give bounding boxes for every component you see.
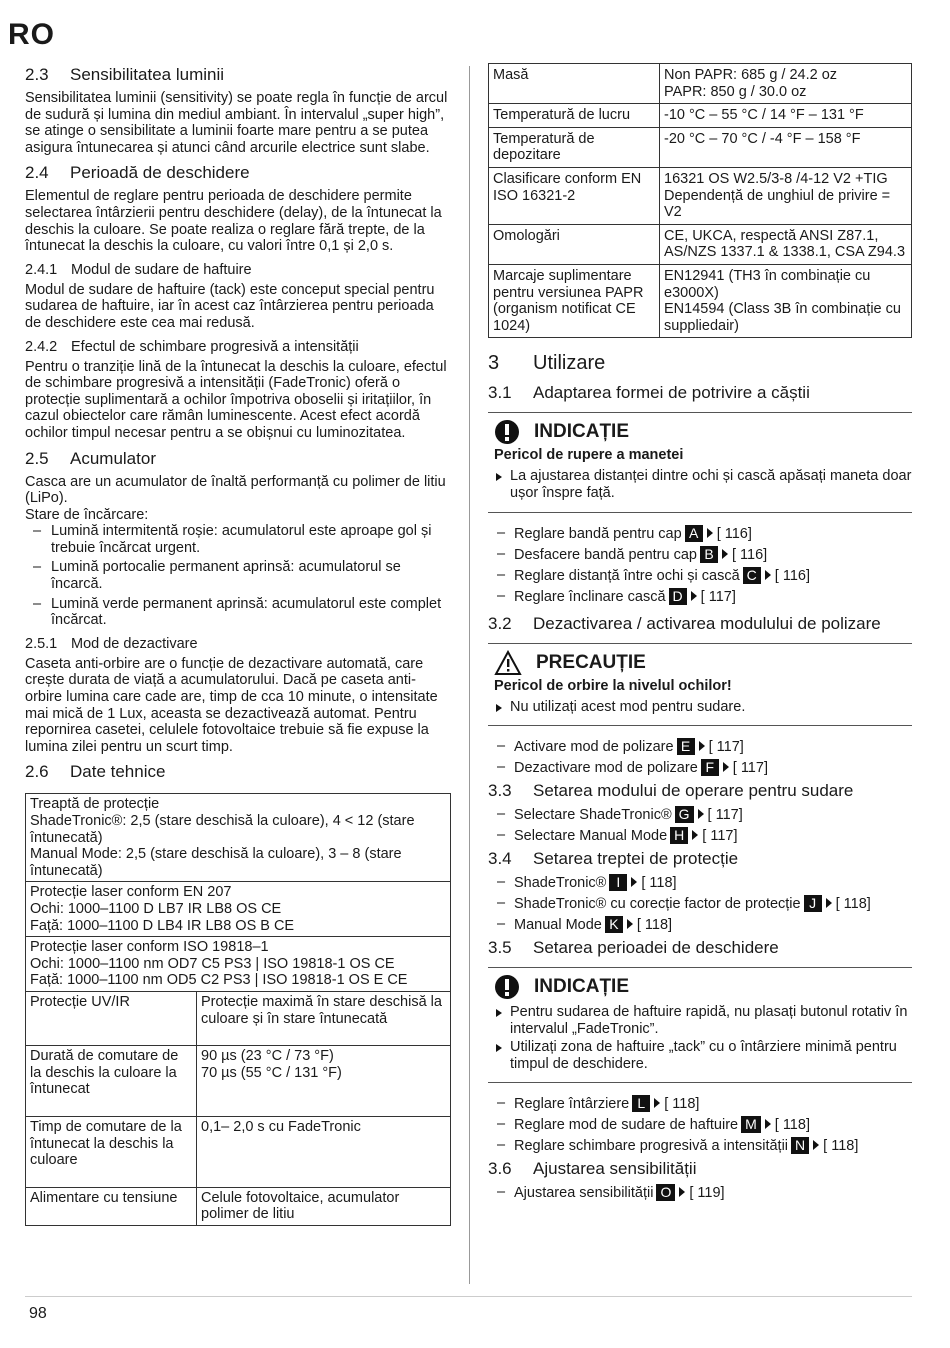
page-ref[interactable]: [ 117] — [707, 807, 743, 824]
notice-header — [488, 974, 912, 1000]
section-2-4 — [25, 162, 451, 254]
list-item: – Lumină intermitentă roșie: acumulatorul este aproape gol și trebuie încărcat urgent. — [25, 523, 451, 556]
row-value: Protecție maximă în stare deschisă la culoare și în stare întunecată — [197, 991, 451, 1045]
row-line: Treaptă de protecție — [30, 796, 160, 813]
page-ref[interactable]: [ 118] — [636, 917, 673, 934]
figure-badge: F — [701, 759, 719, 776]
section-text: Modul de sudare de haftuire (tack) este conceput special pentru sudarea de haftuire, iar în acest caz întârzierea pentru perioada de deschidere este cea mai redusă. — [25, 281, 435, 331]
page-ref[interactable]: [ 117] — [708, 739, 744, 756]
table-row — [26, 1046, 451, 1117]
section-text: Caseta anti-orbire are o funcție de dezactivare automată, care crește durata de viață a acumulatorului. Dacă pe caseta anti-orbire lumina care cade are, timp de cca 10 minute, o intensitate mai mică de 1 Lux, aceasta se dezactivează automat. Pentru repornirea casetei, celulele fotovoltaice trebuie să fie expuse la lumina zilei pentru un scurt timp. — [25, 655, 438, 755]
figure-badge: G — [675, 806, 694, 823]
arrow-right-icon — [692, 830, 698, 840]
section-number: 2.4 — [25, 163, 49, 183]
list-item — [488, 1184, 912, 1202]
figure-badge: J — [804, 895, 822, 912]
page-ref[interactable]: [ 118] — [835, 896, 871, 913]
list-item — [488, 546, 912, 564]
row-line: Ochi: 1000–1100 nm OD7 C5 PS3 | ISO 19818-1 OS CE — [30, 955, 395, 972]
section-heading — [488, 937, 912, 959]
row-label: Omologări — [489, 224, 660, 264]
section-title: Ajustarea sensibilității — [533, 1159, 697, 1179]
page-ref[interactable]: [ 118] — [664, 1096, 700, 1113]
section-title: Setarea treptei de protecție — [533, 849, 739, 869]
section-heading — [488, 613, 912, 635]
list-item — [488, 1116, 912, 1134]
notice-header — [488, 419, 912, 445]
notice-list — [488, 1004, 912, 1072]
arrow-right-icon — [699, 741, 705, 751]
row-label: Marcaje suplimentare pentru versiunea PAPR (organism notificat CE 1024) — [489, 264, 660, 337]
row-line: Protecție laser conform EN 207 — [30, 884, 232, 901]
page-ref[interactable]: [ 116] — [716, 525, 752, 542]
column-divider — [469, 66, 470, 1284]
list-item — [488, 806, 912, 824]
section-title: Perioadă de deschidere — [70, 163, 250, 183]
action-list — [488, 874, 912, 934]
figure-badge: K — [605, 916, 623, 933]
arrow-right-icon — [698, 809, 704, 819]
notice-subtitle: Pericol de orbire la nivelul ochilor! — [494, 677, 732, 694]
figure-badge: C — [743, 567, 761, 584]
row-line: Protecție laser conform ISO 19818–1 — [30, 939, 269, 956]
row-value: CE, UKCA, respectă ANSI Z87.1, AS/NZS 1337.1 & 1338.1, CSA Z94.3 — [660, 224, 912, 264]
row-label: Timp de comutare de la întunecat la deschis la culoare — [26, 1116, 197, 1187]
notice-box — [488, 643, 912, 727]
section-heading — [488, 780, 912, 802]
list-item — [488, 827, 912, 845]
section-number: 2.4.1 — [25, 261, 58, 278]
notice-list — [488, 699, 912, 716]
section-number: 2.6 — [25, 762, 49, 782]
figure-badge: M — [741, 1116, 761, 1133]
warning-triangle-icon — [494, 650, 522, 676]
list-item — [488, 738, 912, 756]
notice-header — [488, 650, 912, 676]
section-2-4-2 — [25, 338, 451, 442]
section-number: 3.6 — [488, 1159, 512, 1179]
table-row — [26, 882, 451, 937]
list-item: – Lumină portocalie permanent aprinsă: acumulatorul se încarcă. — [25, 559, 451, 592]
table-row — [26, 937, 451, 992]
section-title: Adaptarea formei de potrivire a căștii — [533, 383, 810, 403]
section-heading — [488, 1158, 912, 1180]
action-text: Reglare înclinare cască — [514, 588, 666, 605]
section-number: 2.3 — [25, 65, 49, 84]
list-item — [488, 895, 912, 913]
table-row — [26, 991, 451, 1045]
action-text: Reglare mod de sudare de haftuire — [514, 1117, 739, 1134]
arrow-right-icon — [679, 1187, 685, 1197]
action-text: Dezactivare mod de polizare — [514, 760, 698, 777]
right-column — [488, 63, 912, 1205]
row-line: Față: 1000–1100 nm OD5 C2 PS3 | ISO 19818-1 OS E CE — [30, 972, 408, 989]
table-row — [26, 1187, 451, 1225]
page-ref[interactable]: [ 117] — [700, 588, 736, 605]
section-text: Elementul de reglare pentru perioada de deschidere permite selectarea întârzierii pentru deschidere (delay), de la întunecat la deschis la culoare. Se poate realiza o reglare fără trepte, de la întunecat la deschis la culoare, cu valori între 0,1 și 2,0 s. — [25, 188, 442, 255]
notice-title: PRECAUȚIE — [536, 651, 646, 673]
arrow-right-icon — [627, 919, 633, 929]
action-text: Manual Mode — [514, 917, 602, 934]
section-text: Sensibilitatea luminii (sensitivity) se poate regla în funcție de arcul de sudură și lumina din mediul ambiant. În intervalul „super high”, se atinge o sensibilitate a luminii foarte mare pentru a se putea asigura întunecarea și atunci când arcurile electrice sunt slabe. — [25, 90, 448, 156]
section-number: 2.5 — [25, 448, 49, 468]
table-row — [489, 127, 912, 167]
arrow-right-icon — [691, 591, 697, 601]
page-ref[interactable]: [ 117] — [702, 828, 738, 845]
language-code: RO — [8, 18, 55, 51]
left-column — [25, 64, 451, 1232]
action-text: Activare mod de polizare — [514, 739, 674, 756]
row-line: Față: 1000–1100 D LB4 IR LB8 OS B CE — [30, 917, 295, 934]
list-item: Pentru sudarea de haftuire rapidă, nu plasați butonul rotativ în intervalul „FadeTronic”. — [488, 1004, 912, 1037]
section-heading — [25, 162, 451, 184]
subsection-heading — [25, 635, 451, 654]
row-value: EN12941 (TH3 în combinație cu e3000X) EN14594 (Class 3B în combinație cu suppliedair) — [660, 264, 912, 337]
arrow-right-icon — [765, 1119, 771, 1129]
arrow-right-icon — [813, 1140, 819, 1150]
section-title: Utilizare — [533, 352, 606, 375]
section-number: 2.4.2 — [25, 338, 58, 355]
action-text: ShadeTronic® cu corecție factor de protecție — [514, 896, 801, 913]
exclamation-icon — [494, 419, 520, 445]
arrow-right-icon — [631, 877, 637, 887]
action-list — [488, 806, 912, 845]
figure-badge: L — [632, 1095, 650, 1112]
action-list — [488, 1095, 912, 1155]
tech-data-table-continued — [488, 63, 912, 338]
section-2-3 — [25, 64, 451, 156]
row-value: 0,1– 2,0 s cu FadeTronic — [197, 1116, 451, 1187]
notice-list — [488, 468, 912, 501]
exclamation-icon — [494, 974, 520, 1000]
figure-badge: E — [677, 738, 695, 755]
table-row — [489, 64, 912, 104]
table-cell — [26, 882, 451, 937]
row-label: Temperatură de depozitare — [489, 127, 660, 167]
row-label: Protecție UV/IR — [26, 991, 197, 1045]
table-row — [26, 1116, 451, 1187]
table-row — [489, 104, 912, 128]
section-title: Mod de dezactivare — [71, 635, 198, 652]
section-2-6 — [25, 761, 451, 1225]
figure-badge: I — [609, 874, 627, 891]
charge-label: Stare de încărcare: — [25, 506, 149, 523]
row-line: Manual Mode: 2,5 (stare deschisă la culoare), 3 – 8 (stare întunecată) — [30, 846, 402, 879]
notice-box — [488, 967, 912, 1083]
page-ref[interactable]: [ 118] — [823, 1138, 859, 1155]
row-value: -10 °C – 55 °C / 14 °F – 131 °F — [660, 104, 912, 128]
list-item — [488, 874, 912, 892]
figure-badge: H — [670, 827, 688, 844]
row-value: Celule fotovoltaice, acumulator polimer de litiu — [197, 1187, 451, 1225]
section-text: Pentru o tranziție lină de la întunecat la deschis la culoare, efectul de schimbare progresivă a intensității (FadeTronic) oferă o protecție suplimentară a ochilor împotriva oboselii și iritațiilor, în cazul obiectelor care rămân luminescente. Acest efect acordă ochilor timpul necesar pentru a se obișnui cu luminozitatea. — [25, 358, 447, 441]
notice-title: INDICAȚIE — [534, 421, 629, 443]
charge-status-list — [25, 523, 451, 629]
section-number: 3.5 — [488, 938, 512, 958]
page-ref[interactable]: [ 119] — [689, 1185, 725, 1202]
action-text: Reglare schimbare progresivă a intensității — [514, 1138, 789, 1155]
section-2-5-1 — [25, 635, 451, 756]
subsection-heading — [25, 338, 451, 357]
list-item — [488, 759, 912, 777]
action-text: Desfacere bandă pentru cap — [514, 546, 697, 563]
table-cell — [26, 937, 451, 992]
row-label: Durată de comutare de la deschis la culoare la întunecat — [26, 1046, 197, 1117]
action-text: Reglare întârziere — [514, 1096, 630, 1113]
section-title: Setarea perioadei de deschidere — [533, 938, 779, 958]
list-item: Utilizați zona de haftuire „tack” cu o întârziere minimă pentru timpul de deschidere. — [488, 1039, 912, 1072]
list-item: Nu utilizați acest mod pentru sudare. — [488, 699, 912, 716]
section-heading — [25, 64, 451, 86]
row-label: Masă — [489, 64, 660, 104]
arrow-right-icon — [707, 528, 713, 538]
table-row — [489, 264, 912, 337]
section-title: Acumulator — [70, 448, 156, 468]
tech-data-table — [25, 793, 451, 1225]
row-label: Alimentare cu tensiune — [26, 1187, 197, 1225]
section-title: Date tehnice — [70, 762, 166, 782]
section-text: Casca are un acumulator de înaltă performanță cu polimer de litiu (LiPo). — [25, 473, 446, 507]
list-item — [488, 1137, 912, 1155]
section-heading — [25, 761, 451, 783]
table-cell — [26, 794, 451, 882]
action-text: Ajustarea sensibilității — [514, 1185, 654, 1202]
list-item: La ajustarea distanței dintre ochi și cască apăsați maneta doar ușor înspre față. — [488, 468, 912, 501]
section-number: 3.3 — [488, 781, 512, 801]
action-list — [488, 1184, 912, 1202]
row-line: Ochi: 1000–1100 D LB7 IR LB8 OS CE — [30, 900, 282, 917]
action-text: Selectare Manual Mode — [514, 828, 668, 845]
row-value: 90 µs (23 °C / 73 °F) 70 µs (55 °C / 131 °F) — [197, 1046, 451, 1117]
arrow-right-icon — [765, 570, 771, 580]
section-2-5 — [25, 448, 451, 629]
row-value: Non PAPR: 685 g / 24.2 oz PAPR: 850 g / 30.0 oz — [660, 64, 912, 104]
notice-subtitle: Pericol de rupere a manetei — [494, 447, 684, 464]
row-label: Clasificare conform EN ISO 16321-2 — [489, 167, 660, 224]
list-item: – Lumină verde permanent aprinsă: acumulatorul este complet încărcat. — [25, 596, 451, 629]
list-item — [488, 588, 912, 606]
list-item — [488, 916, 912, 934]
page-number: 98 — [29, 1305, 47, 1322]
section-heading — [488, 848, 912, 870]
page-ref[interactable]: [ 116] — [732, 546, 768, 563]
action-text: Reglare bandă pentru cap — [514, 525, 682, 542]
chapter-heading — [488, 350, 912, 376]
list-item — [488, 567, 912, 585]
table-row — [489, 167, 912, 224]
section-number: 3.2 — [488, 613, 512, 633]
section-title: Sensibilitatea luminii — [70, 65, 225, 84]
action-text: Selectare ShadeTronic® — [514, 807, 672, 824]
row-value: -20 °C – 70 °C / -4 °F – 158 °F — [660, 127, 912, 167]
section-title: Modul de sudare de haftuire — [71, 261, 252, 278]
arrow-right-icon — [654, 1098, 660, 1108]
section-title: Dezactivarea / activarea modulului de polizare — [533, 613, 881, 633]
notice-title: INDICAȚIE — [534, 976, 629, 998]
arrow-right-icon — [722, 549, 728, 559]
arrow-right-icon — [826, 898, 832, 908]
row-value: 16321 OS W2.5/3-8 /4-12 V2 +TIG Dependență de unghiul de privire = V2 — [660, 167, 912, 224]
figure-badge: A — [685, 525, 703, 542]
section-title: Setarea modului de operare pentru sudare — [533, 781, 854, 801]
action-list — [488, 738, 912, 777]
figure-badge: B — [700, 546, 718, 563]
section-title: Efectul de schimbare progresivă a intensității — [71, 338, 359, 355]
section-number: 3.4 — [488, 849, 512, 869]
page-ref[interactable]: [ 118] — [774, 1117, 810, 1134]
section-heading — [488, 382, 912, 404]
section-number: 3 — [488, 352, 500, 375]
section-heading — [25, 448, 451, 470]
figure-badge: N — [791, 1137, 809, 1154]
figure-badge: D — [669, 588, 687, 605]
section-number: 3.1 — [488, 383, 512, 403]
page-ref[interactable]: [ 118] — [641, 875, 677, 892]
figure-badge: O — [656, 1184, 675, 1201]
notice-box — [488, 412, 912, 512]
list-item — [488, 525, 912, 543]
action-list — [488, 525, 912, 606]
section-number: 2.5.1 — [25, 635, 58, 652]
table-row — [489, 224, 912, 264]
section-2-4-1 — [25, 261, 451, 332]
subsection-heading — [25, 261, 451, 280]
row-label: Temperatură de lucru — [489, 104, 660, 128]
arrow-right-icon — [723, 762, 729, 772]
action-text: Reglare distanță între ochi și cască — [514, 567, 740, 584]
list-item — [488, 1095, 912, 1113]
page-ref[interactable]: [ 116] — [774, 567, 810, 584]
footer-divider — [25, 1296, 912, 1297]
table-row — [26, 794, 451, 882]
row-line: ShadeTronic®: 2,5 (stare deschisă la culoare), 4 < 12 (stare întunecată) — [30, 813, 415, 846]
action-text: ShadeTronic® — [514, 875, 607, 892]
page-ref[interactable]: [ 117] — [732, 760, 768, 777]
